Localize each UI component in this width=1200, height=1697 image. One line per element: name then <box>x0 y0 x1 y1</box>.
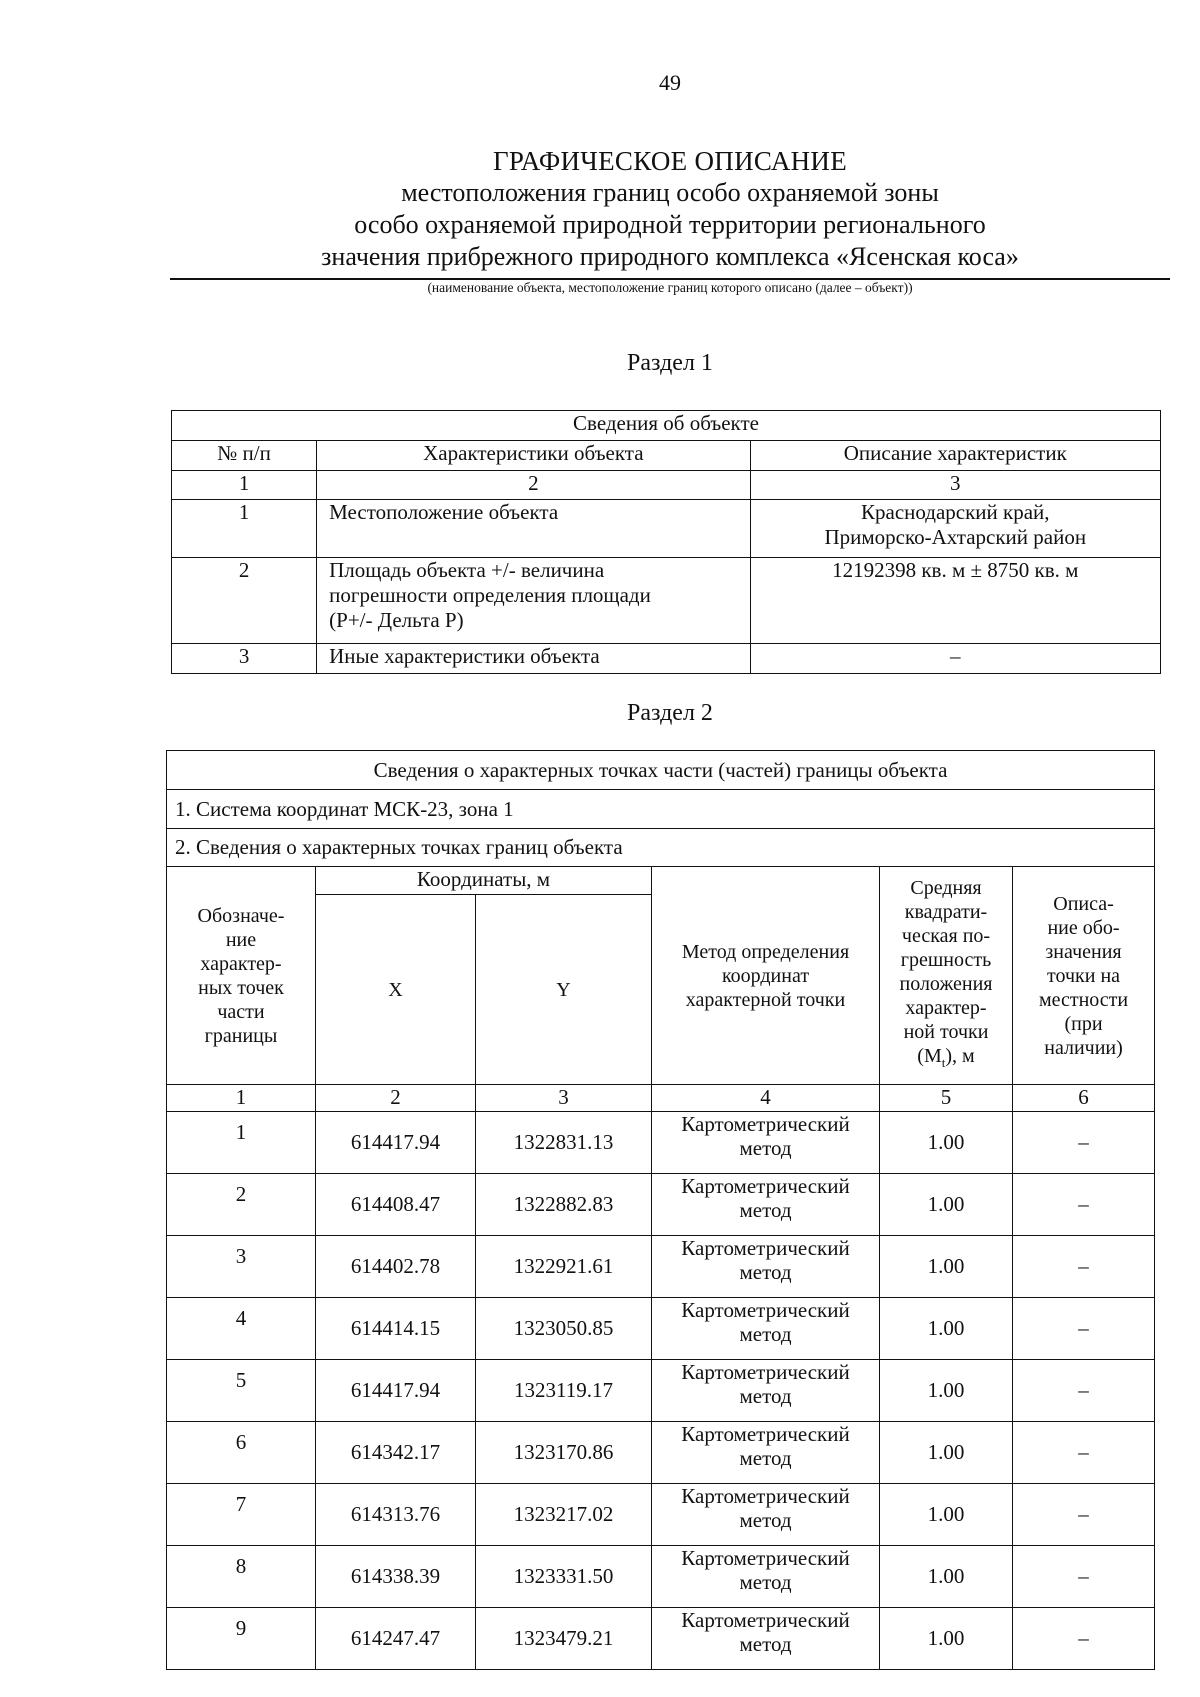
method-line: Картометрический <box>681 1298 850 1322</box>
title-main: ГРАФИЧЕСКОЕ ОПИСАНИЕ <box>492 146 848 176</box>
header-line: Описа- <box>1053 892 1114 915</box>
table-row <box>167 1360 1155 1422</box>
header-line: Метод определения <box>681 940 850 963</box>
row-desc-line: Краснодарский край, <box>861 500 1050 524</box>
title-line-2: особо охраняемой природной территории регионального <box>354 210 986 239</box>
col-number: 3 <box>476 1085 652 1112</box>
section-1-heading: Раздел 1 <box>627 350 713 376</box>
header-line: характер- <box>905 997 987 1019</box>
point-number: 7 <box>167 1484 316 1546</box>
header-line: ных точек <box>198 976 284 999</box>
header-point-description <box>1013 867 1155 1085</box>
point-number: 5 <box>167 1360 316 1422</box>
header-line: характерной точки <box>685 988 846 1011</box>
point-y: 1322882.83 <box>476 1174 652 1236</box>
header-line: ческая по- <box>901 925 991 947</box>
point-description: – <box>1013 1546 1155 1608</box>
method-line: Картометрический <box>681 1360 850 1384</box>
point-x: 614342.17 <box>316 1422 476 1484</box>
table-row <box>172 644 1161 674</box>
header-line: квадрати- <box>904 901 988 923</box>
point-error: 1.00 <box>880 1360 1013 1422</box>
header-line: (при <box>1064 1012 1103 1035</box>
point-method <box>652 1360 880 1422</box>
boundary-points-table <box>166 750 1155 1670</box>
header-designation <box>167 867 316 1085</box>
table-row <box>167 1112 1155 1174</box>
point-method <box>652 1236 880 1298</box>
header-description: Описание характеристик <box>750 441 1160 471</box>
header-line: координат <box>721 964 810 987</box>
point-error: 1.00 <box>880 1484 1013 1546</box>
col-number: 1 <box>167 1085 316 1112</box>
point-number: 1 <box>167 1112 316 1174</box>
table-row <box>167 1422 1155 1484</box>
method-line: метод <box>739 1632 792 1656</box>
point-x: 614417.94 <box>316 1112 476 1174</box>
point-y: 1323050.85 <box>476 1298 652 1360</box>
method-line: метод <box>739 1260 792 1284</box>
row-name <box>317 558 750 644</box>
point-error: 1.00 <box>880 1546 1013 1608</box>
point-method <box>652 1112 880 1174</box>
table-row <box>167 1298 1155 1360</box>
row-desc: – <box>750 644 1160 674</box>
method-line: Картометрический <box>681 1174 850 1198</box>
point-x: 614402.78 <box>316 1236 476 1298</box>
header-line: ной точки <box>903 1021 989 1043</box>
row-num: 2 <box>172 558 317 644</box>
method-line: метод <box>739 1198 792 1222</box>
method-line: Картометрический <box>681 1608 850 1632</box>
point-y: 1323170.86 <box>476 1422 652 1484</box>
header-line: грешность <box>900 949 992 971</box>
header-num: № п/п <box>172 441 317 471</box>
method-line: метод <box>739 1384 792 1408</box>
method-line: метод <box>739 1322 792 1346</box>
object-info-title: Сведения об объекте <box>172 411 1161 441</box>
point-y: 1322921.61 <box>476 1236 652 1298</box>
point-error: 1.00 <box>880 1174 1013 1236</box>
point-method <box>652 1546 880 1608</box>
row-num: 3 <box>172 644 317 674</box>
point-description: – <box>1013 1112 1155 1174</box>
point-number: 8 <box>167 1546 316 1608</box>
table-row <box>167 1608 1155 1670</box>
method-line: метод <box>739 1508 792 1532</box>
header-method <box>652 867 880 1085</box>
point-description: – <box>1013 1422 1155 1484</box>
col-number: 6 <box>1013 1085 1155 1112</box>
header-line: части <box>217 1000 265 1023</box>
point-x: 614417.94 <box>316 1360 476 1422</box>
col-number: 5 <box>880 1085 1013 1112</box>
point-error: 1.00 <box>880 1236 1013 1298</box>
point-error: 1.00 <box>880 1298 1013 1360</box>
method-line: Картометрический <box>681 1484 850 1508</box>
point-method <box>652 1422 880 1484</box>
point-number: 4 <box>167 1298 316 1360</box>
header-x: X <box>316 895 476 1085</box>
table-row <box>167 1546 1155 1608</box>
header-line: значения <box>1045 940 1122 963</box>
point-method <box>652 1298 880 1360</box>
table-row <box>172 500 1161 558</box>
point-number: 6 <box>167 1422 316 1484</box>
point-y: 1323119.17 <box>476 1360 652 1422</box>
header-line: ние <box>225 928 257 951</box>
method-line: метод <box>739 1570 792 1594</box>
coordinate-system: 1. Система координат МСК-23, зона 1 <box>167 790 1155 829</box>
header-line: наличии) <box>1044 1036 1123 1059</box>
point-number: 3 <box>167 1236 316 1298</box>
header-line: точки на <box>1047 964 1121 987</box>
method-line: Картометрический <box>681 1422 850 1446</box>
point-y: 1323331.50 <box>476 1546 652 1608</box>
header-line: ние обо- <box>1047 916 1120 939</box>
header-line: характер- <box>200 952 282 975</box>
point-description: – <box>1013 1236 1155 1298</box>
title-caption: (наименование объекта, местоположение границ которого описано (далее – объект)) <box>427 280 913 295</box>
point-y: 1323479.21 <box>476 1608 652 1670</box>
header-characteristics: Характеристики объекта <box>317 441 750 471</box>
col-number: 2 <box>316 1085 476 1112</box>
title-line-3: значения прибрежного природного комплекса «Ясенская коса» <box>321 242 1019 271</box>
header-line: Средняя <box>910 877 982 899</box>
method-line: метод <box>739 1136 792 1160</box>
title-line-1: местоположения границ особо охраняемой зоны <box>401 178 939 207</box>
table-row <box>167 1484 1155 1546</box>
points-subtitle: 2. Сведения о характерных точках границ объекта <box>167 829 1155 867</box>
row-name: Иные характеристики объекта <box>317 644 750 674</box>
point-method <box>652 1608 880 1670</box>
point-y: 1322831.13 <box>476 1112 652 1174</box>
row-desc-line: Приморско-Ахтарский район <box>824 525 1087 549</box>
method-line: Картометрический <box>681 1546 850 1570</box>
method-line: Картометрический <box>681 1112 850 1136</box>
header-y: Y <box>476 895 652 1085</box>
table-row <box>172 558 1161 644</box>
table-row <box>167 1236 1155 1298</box>
point-description: – <box>1013 1608 1155 1670</box>
document-title <box>170 145 1170 273</box>
point-x: 614408.47 <box>316 1174 476 1236</box>
object-info-table <box>171 410 1161 674</box>
point-y: 1323217.02 <box>476 1484 652 1546</box>
point-error: 1.00 <box>880 1422 1013 1484</box>
header-subscript: t <box>941 1055 946 1070</box>
method-line: метод <box>739 1446 792 1470</box>
header-line: Обозначе- <box>197 904 285 927</box>
row-name-line: (Р+/- Дельта Р) <box>329 608 464 632</box>
point-x: 614313.76 <box>316 1484 476 1546</box>
header-fragment: ), м <box>945 1045 975 1067</box>
col-number: 2 <box>317 471 750 500</box>
header-line: положения <box>899 973 993 995</box>
row-name: Местоположение объекта <box>317 500 750 558</box>
row-num: 1 <box>172 500 317 558</box>
row-name-line: погрешности определения площади <box>329 583 651 607</box>
method-line: Картометрический <box>681 1236 850 1260</box>
header-line: местности <box>1038 988 1129 1011</box>
col-number: 1 <box>172 471 317 500</box>
point-error: 1.00 <box>880 1112 1013 1174</box>
point-method <box>652 1174 880 1236</box>
point-description: – <box>1013 1360 1155 1422</box>
col-number: 3 <box>750 471 1160 500</box>
points-table-title: Сведения о характерных точках части (частей) границы объекта <box>167 751 1155 790</box>
page-number: 49 <box>659 70 681 95</box>
col-number: 4 <box>652 1085 880 1112</box>
point-number: 9 <box>167 1608 316 1670</box>
section-2-heading: Раздел 2 <box>627 700 713 726</box>
point-x: 614414.15 <box>316 1298 476 1360</box>
header-error <box>880 867 1013 1085</box>
point-description: – <box>1013 1484 1155 1546</box>
header-line <box>880 1044 1012 1075</box>
header-line: границы <box>204 1024 278 1047</box>
row-desc <box>750 500 1160 558</box>
point-description: – <box>1013 1174 1155 1236</box>
point-x: 614338.39 <box>316 1546 476 1608</box>
row-desc: 12192398 кв. м ± 8750 кв. м <box>750 558 1160 644</box>
point-method <box>652 1484 880 1546</box>
table-row <box>167 1174 1155 1236</box>
point-error: 1.00 <box>880 1608 1013 1670</box>
header-coordinates: Координаты, м <box>316 867 652 895</box>
point-number: 2 <box>167 1174 316 1236</box>
row-name-line: Площадь объекта +/- величина <box>329 558 605 582</box>
point-description: – <box>1013 1298 1155 1360</box>
point-x: 614247.47 <box>316 1608 476 1670</box>
header-fragment: (M <box>917 1045 942 1067</box>
